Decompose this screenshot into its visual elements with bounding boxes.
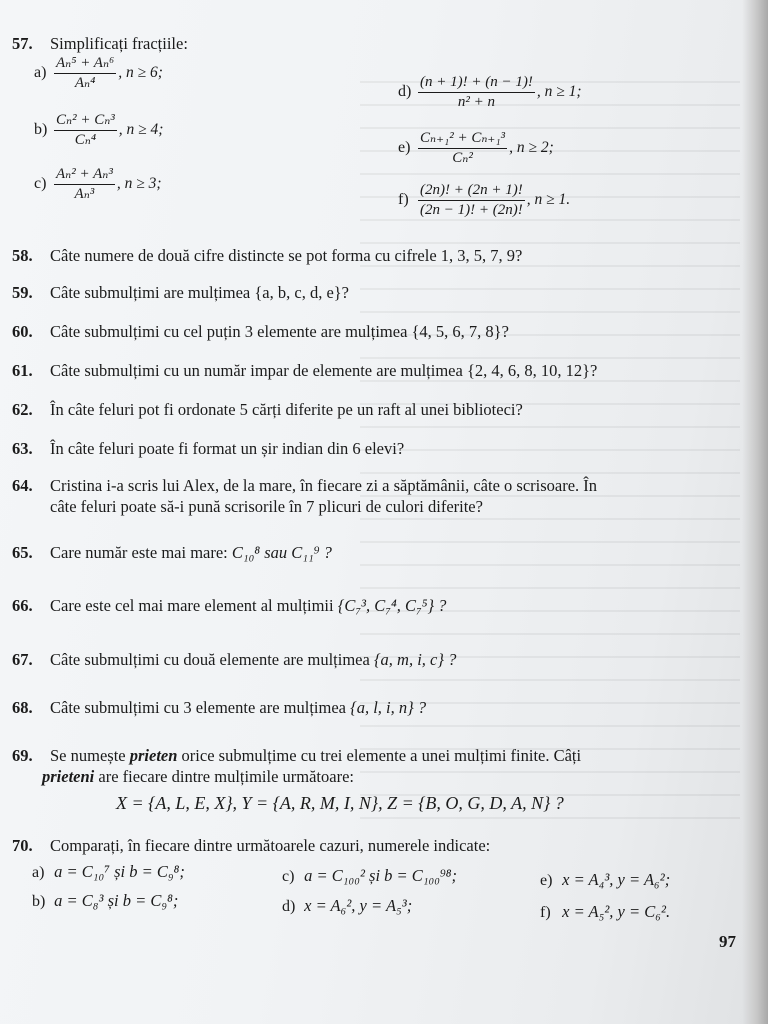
item-label: b) (32, 893, 46, 910)
fraction-numerator: Aₙ² + Aₙ³ (54, 166, 115, 185)
math-expression: a = C₈³ și b = C₉⁸; (54, 891, 179, 910)
exercise-number: 67. (12, 650, 33, 669)
item-label: d) (282, 898, 296, 915)
exercise-58 (12, 246, 522, 266)
math-expression: x = A₅², y = C₆². (562, 902, 671, 921)
exercise-number: 64. (12, 476, 33, 495)
math-expression: {C₇³, C₇⁴, C₇⁵} ? (337, 596, 447, 615)
fraction-denominator: n² + n (457, 94, 495, 110)
exercise-57-item-d (398, 74, 582, 111)
exercise-number: 58. (12, 246, 33, 265)
exercise-57-item-e (398, 130, 554, 167)
exercise-text-line-1: Cristina i-a scris lui Alex, de la mare, în fiecare zi a săptămânii, câte o scrisoare. În (50, 476, 598, 495)
condition: , n ≥ 6; (118, 64, 163, 82)
exercise-67 (12, 650, 456, 670)
exercise-69-sets (116, 793, 564, 813)
item-label: e) (540, 872, 553, 889)
exercise-number: 61. (12, 361, 33, 380)
exercise-70-heading (12, 836, 490, 856)
fraction-numerator: (2n)! + (2n + 1)! (418, 182, 525, 201)
exercise-69-continued (42, 767, 354, 787)
exercise-number: 59. (12, 283, 33, 302)
exercise-68 (12, 698, 426, 718)
exercise-text: Câte submulțimi cu 3 elemente are mulțimea (50, 698, 351, 717)
fraction-denominator: (2n − 1)! + (2n)! (420, 202, 523, 218)
exercise-64-continued (50, 497, 483, 517)
item-label: a) (34, 64, 47, 82)
fraction (54, 166, 115, 203)
exercise-70-item-c (282, 866, 457, 887)
item-label: c) (282, 868, 295, 885)
exercise-57-item-a (34, 55, 163, 92)
bleed-through-text (360, 60, 740, 860)
condition: , n ≥ 1. (526, 191, 571, 209)
emphasized-term: prieten (129, 746, 178, 765)
exercise-text: Simplificați fracțiile: (50, 34, 188, 53)
exercise-64 (12, 476, 597, 496)
item-label: f) (398, 191, 409, 209)
fraction-numerator: Cₙ² + Cₙ³ (54, 112, 117, 131)
exercise-number: 68. (12, 698, 33, 717)
exercise-text: Câte submulțimi cu un număr impar de elemente are mulțimea {2, 4, 6, 8, 10, 12}? (50, 361, 598, 380)
exercise-70-item-d (282, 896, 412, 917)
exercise-61 (12, 361, 597, 381)
exercise-70-item-e (540, 870, 670, 891)
exercise-text: Comparați, în fiecare dintre următoarele cazuri, numerele indicate: (50, 836, 491, 855)
fraction-denominator: Aₙ⁴ (74, 75, 96, 91)
exercise-57-heading (12, 34, 188, 54)
condition: , n ≥ 2; (509, 139, 554, 157)
page-number: 97 (719, 932, 736, 951)
math-expression: x = A₆², y = A₅³; (304, 896, 413, 915)
exercise-70-item-b (32, 891, 178, 912)
emphasized-term: prieteni (42, 767, 95, 786)
exercise-text: În câte feluri pot fi ordonate 5 cărți diferite pe un raft al unei biblioteci? (50, 400, 523, 419)
fraction-numerator: Aₙ⁵ + Aₙ⁶ (54, 55, 116, 74)
exercise-60 (12, 322, 509, 342)
exercise-text: Se numește (50, 746, 130, 765)
exercise-57-item-f (398, 182, 570, 219)
item-label: f) (540, 904, 551, 921)
exercise-63 (12, 439, 404, 459)
exercise-text: Câte submulțimi cu două elemente are mulțimea (50, 650, 374, 669)
exercise-text: În câte feluri poate fi format un șir indian din 6 elevi? (50, 439, 405, 458)
item-label: c) (34, 175, 47, 193)
exercise-62 (12, 400, 523, 420)
item-label: e) (398, 139, 411, 157)
math-expression: X = {A, L, E, X}, Y = {A, R, M, I, N}, Z = {B, O, G, D, A, N} ? (116, 793, 564, 813)
exercise-number: 69. (12, 746, 33, 765)
exercise-number: 63. (12, 439, 33, 458)
exercise-number: 65. (12, 543, 33, 562)
fraction (54, 112, 117, 149)
item-label: a) (32, 864, 45, 881)
math-expression: a = C₁₀⁷ și b = C₉⁸; (54, 862, 185, 881)
exercise-70-item-f (540, 902, 670, 923)
exercise-text: Câte submulțimi cu cel puțin 3 elemente are mulțimea {4, 5, 6, 7, 8}? (50, 322, 509, 341)
exercise-text: Care este cel mai mare element al mulțimii (50, 596, 338, 615)
exercise-65 (12, 543, 332, 563)
exercise-59 (12, 283, 349, 303)
math-expression: {a, l, i, n} ? (350, 698, 427, 717)
fraction (54, 55, 116, 92)
fraction (418, 130, 507, 167)
math-expression: {a, m, i, c} ? (373, 650, 457, 669)
exercise-text-line-2: câte feluri poate să-i pună scrisorile în 7 plicuri de culori diferite? (50, 497, 483, 516)
exercise-text: Care număr este mai mare: (50, 543, 232, 562)
math-expression: C₁₀⁸ sau C₁₁⁹ ? (231, 543, 332, 562)
exercise-number: 66. (12, 596, 33, 615)
exercise-number: 57. (12, 34, 33, 53)
page-edge-shadow (742, 0, 768, 1024)
math-expression: a = C₁₀₀² și b = C₁₀₀⁹⁸; (304, 866, 457, 885)
exercise-number: 60. (12, 322, 33, 341)
item-label: b) (34, 121, 48, 139)
exercise-70-item-a (32, 862, 185, 883)
fraction-numerator: (n + 1)! + (n − 1)! (418, 74, 535, 93)
exercise-number: 70. (12, 836, 33, 855)
fraction-denominator: Cₙ⁴ (74, 132, 97, 148)
exercise-text: are fiecare dintre mulțimile următoare: (94, 767, 354, 786)
math-expression: x = A₄³, y = A₆²; (562, 870, 671, 889)
exercise-57-item-c (34, 166, 162, 203)
exercise-text: orice submulțime cu trei elemente a unei mulțimi finite. Câți (177, 746, 582, 765)
item-label: d) (398, 83, 412, 101)
fraction-numerator: Cₙ₊₁² + Cₙ₊₁³ (418, 130, 507, 149)
fraction-denominator: Aₙ³ (74, 186, 95, 202)
exercise-text: Câte numere de două cifre distincte se pot forma cu cifrele 1, 3, 5, 7, 9? (50, 246, 523, 265)
fraction (418, 74, 535, 111)
exercise-66 (12, 596, 446, 616)
exercise-57-item-b (34, 112, 163, 149)
exercise-number: 62. (12, 400, 33, 419)
exercise-text: Câte submulțimi are mulțimea {a, b, c, d, e}? (50, 283, 350, 302)
fraction-denominator: Cₙ² (452, 150, 473, 166)
condition: , n ≥ 1; (536, 83, 582, 101)
exercise-69 (12, 746, 581, 766)
condition: , n ≥ 4; (118, 121, 164, 139)
fraction (418, 182, 525, 219)
condition: , n ≥ 3; (116, 175, 162, 193)
